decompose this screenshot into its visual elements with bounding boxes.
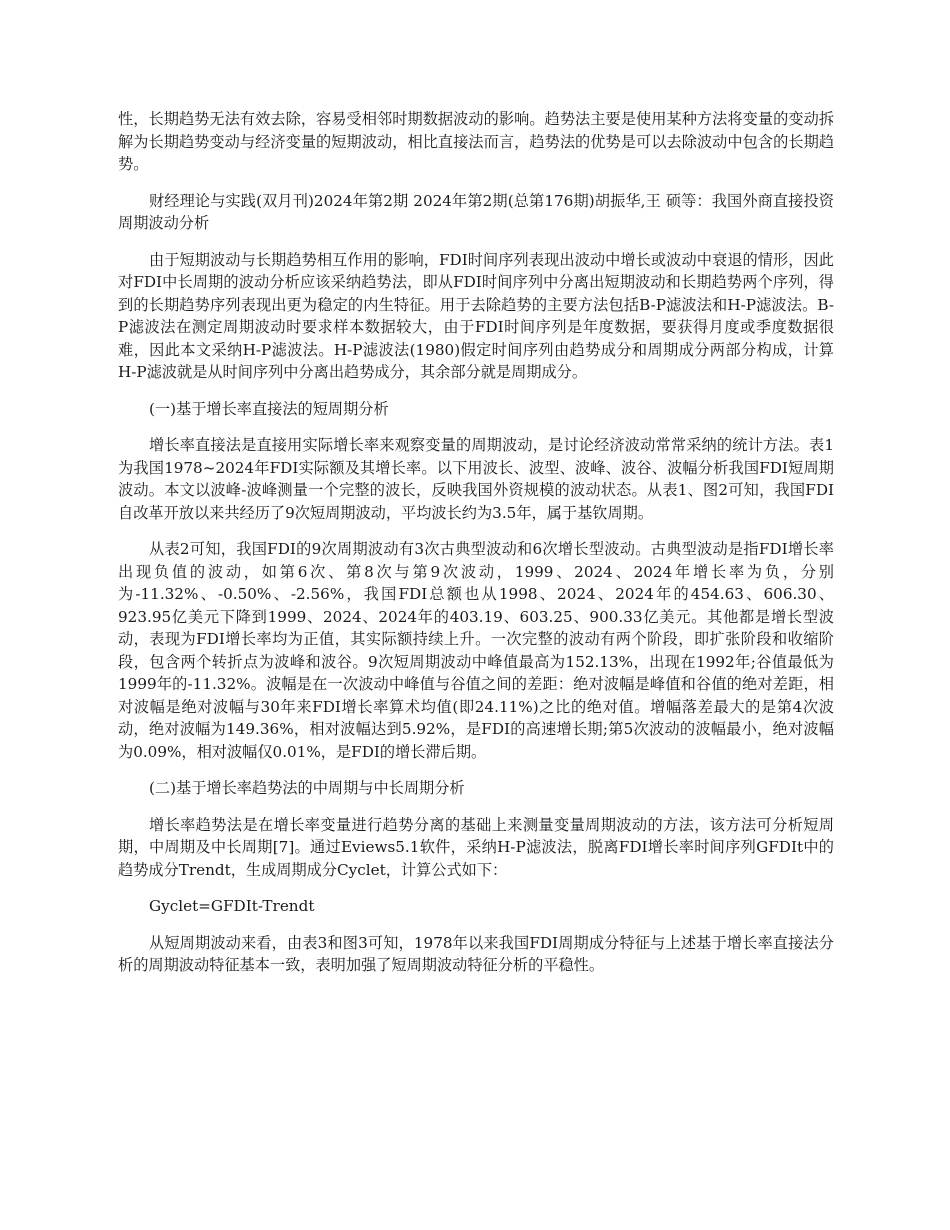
paragraph-cycle-analysis: 从表2可知，我国FDI的9次周期波动有3次古典型波动和6次增长型波动。古典型波动是指FDI增长率出现负值的波动，如第6次、第8次与第9次波动，1999、2024、2024年增长率为负，分别为-11.32%、-0.50%、-2.56%，我国FDI总额也从1998、2024、2024年的454.63、606.30、923.95亿美元下降到1999、2024、2024年的403.19、603.25、900.33亿美元。其他都是增长型波动，表现为FDI增长率均为正值，其实际额持续上升。一次完整的波动有两个阶段，即扩张阶段和收缩阶段，包含两个转折点为波峰和波谷。9次短周期波动中峰值最高为152.13%，出现在1992年;谷值最低为1999年的-11.32%。波幅是在一次波动中峰值与谷值之间的差距：绝对波幅是峰值和谷值的绝对差距，相对波幅是绝对波幅与30年来FDI增长率算术均值(即24.11%)之比的绝对值。增幅落差最大的是第4次波动，绝对波幅为149.36%，相对波幅达到5.92%，是FDI的高速增长期;第5次波动的波幅最小，绝对波幅为0.09%，相对波幅仅0.01%，是FDI的增长滞后期。: [118, 540, 834, 761]
paragraph-trend-method: 性，长期趋势无法有效去除，容易受相邻时期数据波动的影响。趋势法主要是使用某种方法将变量的变动拆解为长期趋势变动与经济变量的短期波动，相比直接法而言，趋势法的优势是可以去除波动中包含的长期趋势。: [118, 110, 834, 173]
paragraph-trend-approach: 增长率趋势法是在增长率变量进行趋势分离的基础上来测量变量周期波动的方法，该方法可分析短周期，中周期及中长周期[7]。通过Eviews5.1软件，采纳H-P滤波法，脱离FDI增长率时间序列GFDIt中的趋势成分Trendt，生成周期成分Cyclet，计算公式如下：: [118, 815, 834, 879]
paragraph-conclusion: 从短周期波动来看，由表3和图3可知，1978年以来我国FDI周期成分特征与上述基于增长率直接法分析的周期波动特征基本一致，表明加强了短周期波动特征分析的平稳性。: [118, 933, 834, 974]
paragraph-hp-filter: 由于短期波动与长期趋势相互作用的影响，FDI时间序列表现出波动中增长或波动中衰退的情形，因此对FDI中长周期的波动分析应该采纳趋势法，即从FDI时间序列中分离出短期波动和长期趋势两个序列，得到的长期趋势序列表现出更为稳定的内生特征。用于去除趋势的主要方法包括B-P滤波法和H-P滤波法。B-P滤波法在测定周期波动时要求样本数据较大，由于FDI时间序列是年度数据，要获得月度或季度数据很难，因此本文采纳H-P滤波法。H-P滤波法(1980)假定时间序列由趋势成分和周期成分两部分构成，计算H-P滤波就是从时间序列中分离出趋势成分，其余部分就是周期成分。: [118, 250, 834, 381]
paragraph-citation: 财经理论与实践(双月刊)2024年第2期 2024年第2期(总第176期)胡振华,王 硕等：我国外商直接投资周期波动分析: [118, 191, 834, 232]
section-heading-medium-cycle: (二)基于增长率趋势法的中周期与中长周期分析: [149, 779, 465, 797]
paragraph-direct-method: 增长率直接法是直接用实际增长率来观察变量的周期波动，是讨论经济波动常常采纳的统计方法。表1为我国1978~2024年FDI实际额及其增长率。以下用波长、波型、波峰、波谷、波幅分析我国FDI短周期波动。本文以波峰-波峰测量一个完整的波长，反映我国外资规模的波动状态。从表1、图2可知，我国FDI自改革开放以来共经历了9次短周期波动，平均波长约为3.5年，属于基钦周期。: [118, 436, 834, 522]
document-page: [118, 108, 834, 991]
section-heading-short-cycle: (一)基于增长率直接法的短周期分析: [149, 399, 389, 418]
formula: Gyclet=GFDIt-Trendt: [149, 897, 315, 915]
